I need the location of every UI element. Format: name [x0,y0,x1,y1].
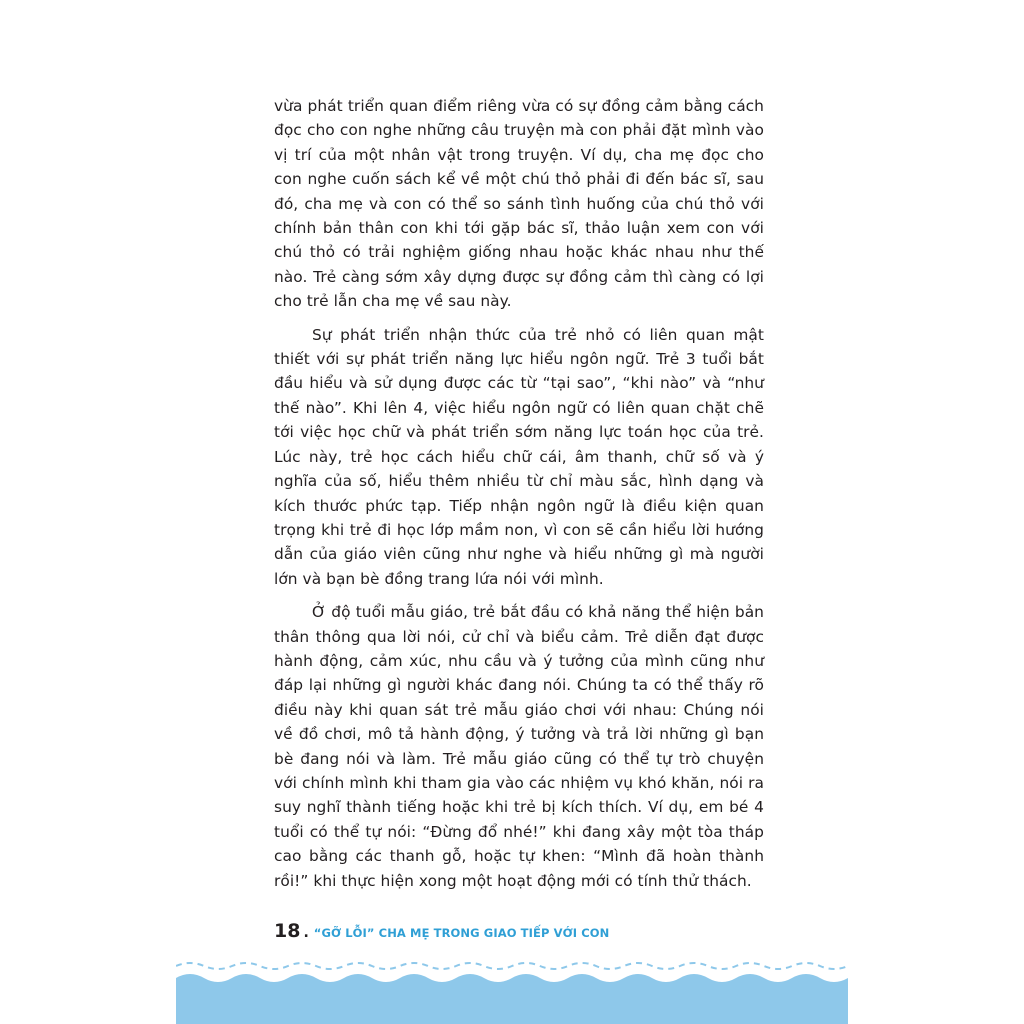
wave-dashed-line [176,963,848,969]
wave-decoration [176,960,848,1024]
body-text [274,94,764,893]
page-number: 18 [274,920,301,942]
paragraph-3: Ở độ tuổi mẫu giáo, trẻ bắt đầu có khả năng thể hiện bản thân thông qua lời nói, cử chỉ và biểu cảm. Trẻ diễn đạt được hành động, cảm xúc, nhu cầu và ý tưởng của mình cũng như đáp lại những gì người khác đang nói. Chúng ta có thể thấy rõ điều này khi quan sát trẻ mẫu giáo chơi với nhau: Chúng nói về đồ chơi, mô tả hành động, ý tưởng và trả lời những gì bạn bè đang nói và làm. Trẻ mẫu giáo cũng có thể tự trò chuyện với chính mình khi tham gia vào các nhiệm vụ khó khăn, nói ra suy nghĩ thành tiếng hoặc khi trẻ bị kích thích. Ví dụ, em bé 4 tuổi có thể tự nói: “Đừng đổ nhé!” khi đang xây một tòa tháp cao bằng các thanh gỗ, hoặc tự khen: “Mình đã hoàn thành rồi!” khi thực hiện xong một hoạt động mới có tính thử thách. [274,603,764,890]
running-title: “GỠ LỖI” CHA MẸ TRONG GIAO TIẾP VỚI CON [313,926,610,940]
page-footer [274,920,609,946]
wave-fill [176,974,848,1024]
paragraph-2: Sự phát triển nhận thức của trẻ nhỏ có liên quan mật thiết với sự phát triển năng lực hiểu ngôn ngữ. Trẻ 3 tuổi bắt đầu hiểu và sử dụng được các từ “tại sao”, “khi nào” và “như thế nào”. Khi lên 4, việc hiểu ngôn ngữ có liên quan chặt chẽ tới việc học chữ và phát triển sớm năng lực toán học của trẻ. Lúc này, trẻ học cách hiểu chữ cái, âm thanh, chữ số và ý nghĩa của số, hiểu thêm nhiều từ chỉ màu sắc, hình dạng và kích thước phức tạp. Tiếp nhận ngôn ngữ là điều kiện quan trọng khi trẻ đi học lớp mầm non, vì con sẽ cần hiểu lời hướng dẫn của giáo viên cũng như nghe và hiểu những gì mà người lớn và bạn bè đồng trang lứa nói với mình. [274,325,764,588]
paragraph-1: vừa phát triển quan điểm riêng vừa có sự đồng cảm bằng cách đọc cho con nghe những câu truyện mà con phải đặt mình vào vị trí của một nhân vật trong truyện. Ví dụ, cha mẹ đọc cho con nghe cuốn sách kể về một chú thỏ phải đi đến bác sĩ, sau đó, cha mẹ và con có thể so sánh tình huống của chú thỏ với chính bản thân con khi tới gặp bác sĩ, thảo luận xem con với chú thỏ có trải nghiệm giống nhau hoặc khác nhau như thế nào. Trẻ càng sớm xây dựng được sự đồng cảm thì càng có lợi cho trẻ lẫn cha mẹ về sau này. [274,97,764,311]
footer-separator: . [303,925,309,941]
